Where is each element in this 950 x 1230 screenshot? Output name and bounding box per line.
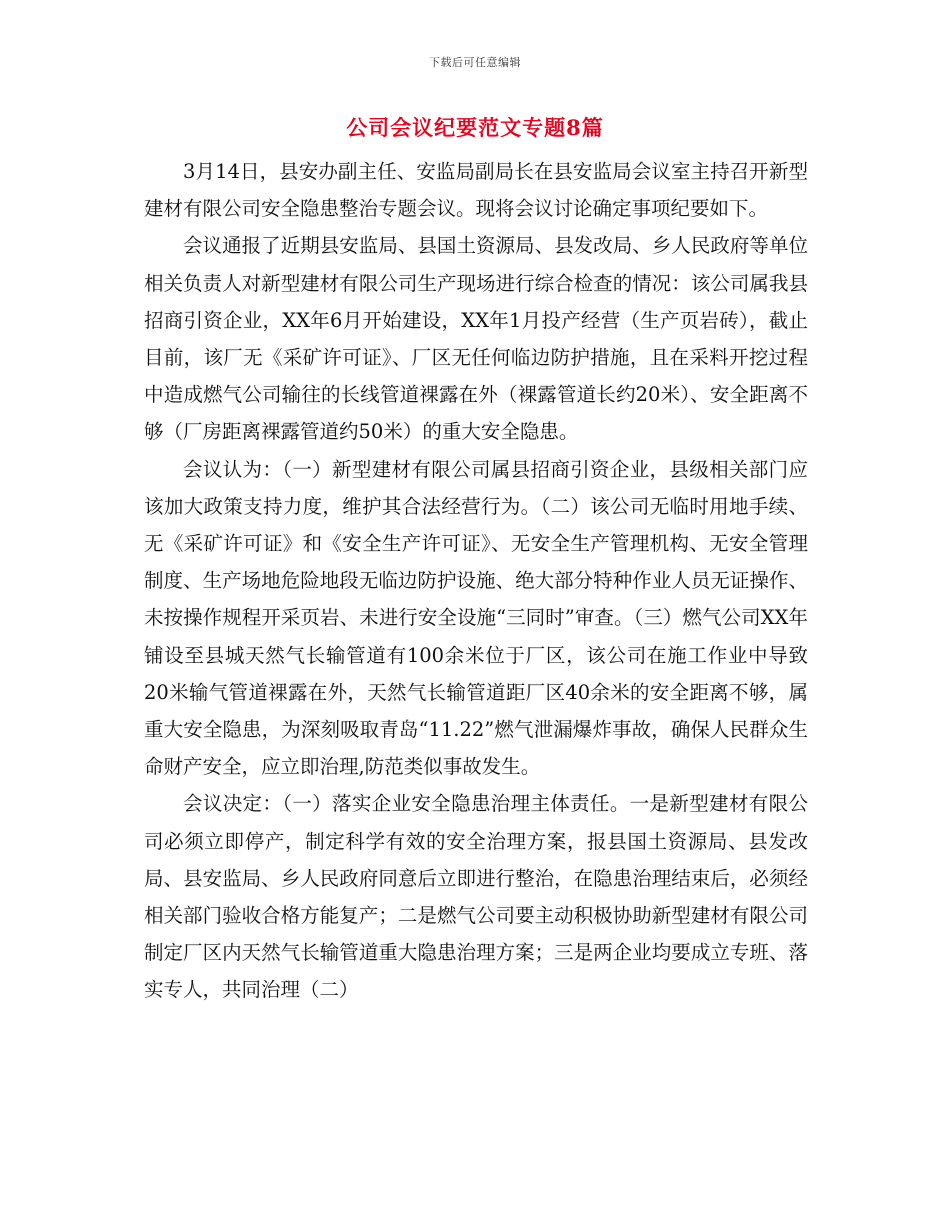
paragraph-2: 会议通报了近期县安监局、县国土资源局、县发改局、乡人民政府等单位相关负责人对新型建材有限公司生产现场进行综合检查的情况：该公司属我县招商引资企业，XX年6月开始建设，XX年1月投产经营（生产页岩砖），截止目前，该厂无《采矿许可证》、厂区无任何临边防护措施，且在采料开挖过程中造成燃气公司输往的长线管道裸露在外（裸露管道长约20米）、安全距离不够（厂房距离裸露管道约50米）的重大安全隐患。	[144, 234, 808, 444]
paragraph-1: 3月14日，县安办副主任、安监局副局长在县安监局会议室主持召开新型建材有限公司安全隐患整治专题会议。现将会议讨论确定事项纪要如下。	[144, 160, 808, 221]
document-title: 公司会议纪要范文专题8篇	[346, 115, 604, 140]
document-body	[144, 153, 808, 1009]
header-note: 下载后可任意编辑	[429, 56, 521, 69]
paragraph-3: 会议认为：（一）新型建材有限公司属县招商引资企业，县级相关部门应该加大政策支持力度，维护其合法经营行为。（二）该公司无临时用地手续、无《采矿许可证》和《安全生产许可证》、无安全生产管理机构、无安全管理制度、生产场地危险地段无临边防护设施、绝大部分特种作业人员无证操作、未按操作规程开采页岩、未进行安全设施“三同时”审查。（三）燃气公司XX年铺设至县城天然气长输管道有100余米位于厂区，该公司在施工作业中导致20米输气管道裸露在外，天然气长输管道距厂区40余米的安全距离不够，属重大安全隐患，为深刻吸取青岛“11.22”燃气泄漏爆炸事故，确保人民群众生命财产安全，应立即治理,防范类似事故发生。	[144, 457, 808, 779]
paragraph-4: 会议决定：（一）落实企业安全隐患治理主体责任。一是新型建材有限公司必须立即停产，制定科学有效的安全治理方案，报县国土资源局、县发改局、县安监局、乡人民政府同意后立即进行整治，在隐患治理结束后，必须经相关部门验收合格方能复产；二是燃气公司要主动积极协助新型建材有限公司制定厂区内天然气长输管道重大隐患治理方案；三是两企业均要成立专班、落实专人，共同治理（二）	[144, 792, 808, 1002]
